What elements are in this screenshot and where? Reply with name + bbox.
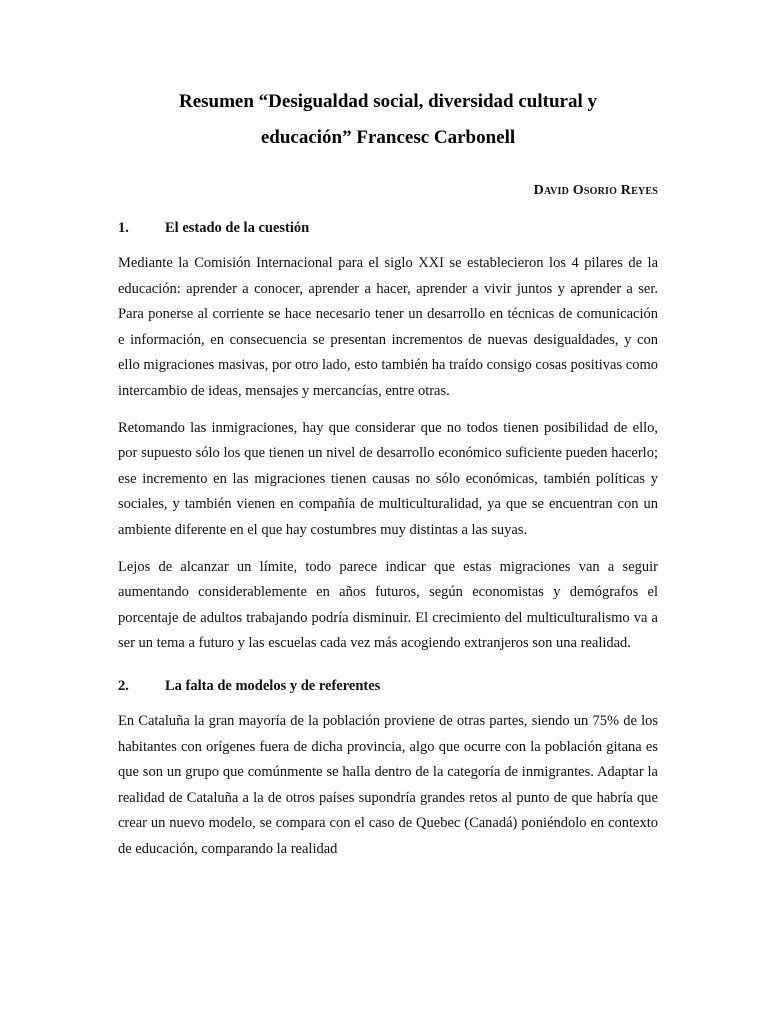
section-title-2: La falta de modelos y de referentes: [165, 677, 381, 694]
section-number-2: 2.: [118, 677, 129, 694]
document-title: [118, 84, 658, 156]
section-number-1: 1.: [118, 220, 129, 236]
paragraph: Retomando las inmigraciones, hay que considerar que no todos tienen posibilidad de ello, por supuesto sólo los que tienen un nivel de desarrollo económico suficiente pueden hacerlo; ese incremento en las migraciones tienen causas no sólo económicas, también políticas y sociales, y también vienen en compañía de multiculturalidad, ya que se encuentran con un ambiente diferente en el que hay costumbres muy distintas a las suyas.: [118, 419, 658, 538]
paragraph: Lejos de alcanzar un límite, todo parece indicar que estas migraciones van a seguir aumentando considerablemente en años futuros, según economistas y demógrafos el porcentaje de adultos trabajando podría disminuir. El crecimiento del multiculturalismo va a ser un tema a futuro y las escuelas cada vez más acogiendo extranjeros son una realidad.: [118, 558, 658, 652]
section-heading-2: [118, 677, 658, 695]
section-heading-1: [118, 219, 658, 237]
document-page: [118, 0, 658, 862]
paragraph: En Cataluña la gran mayoría de la población proviene de otras partes, siendo un 75% de los habitantes con orígenes fuera de dicha provincia, algo que ocurre con la población gitana es que son un grupo que comúnmente se halla dentro de la categoría de inmigrantes. Adaptar la realidad de Cataluña a la de otros países supondría grandes retos al punto de que habría que crear un nuevo modelo, se compara con el caso de Quebec (Canadá) poniéndolo en contexto de educación, comparando la realidad: [118, 712, 658, 857]
title-line-2: educación” Francesc Carbonell: [260, 127, 516, 148]
title-line-1: Resumen “Desigualdad social, diversidad cultural y: [178, 91, 598, 112]
author-name: David Osorio Reyes: [533, 183, 658, 198]
paragraph: Mediante la Comisión Internacional para el siglo XXI se establecieron los 4 pilares de la educación: aprender a conocer, aprender a hacer, aprender a vivir juntos y aprender a ser. Para ponerse al corriente se hace necesario tener un desarrollo en técnicas de comunicación e información, en consecuencia se presentan incrementos de nuevas desigualdades, y con ello migraciones masivas, por otro lado, esto también ha traído consigo cosas positivas como intercambio de ideas, mensajes y mercancías, entre otras.: [118, 255, 658, 399]
section-title-1: El estado de la cuestión: [165, 220, 310, 236]
